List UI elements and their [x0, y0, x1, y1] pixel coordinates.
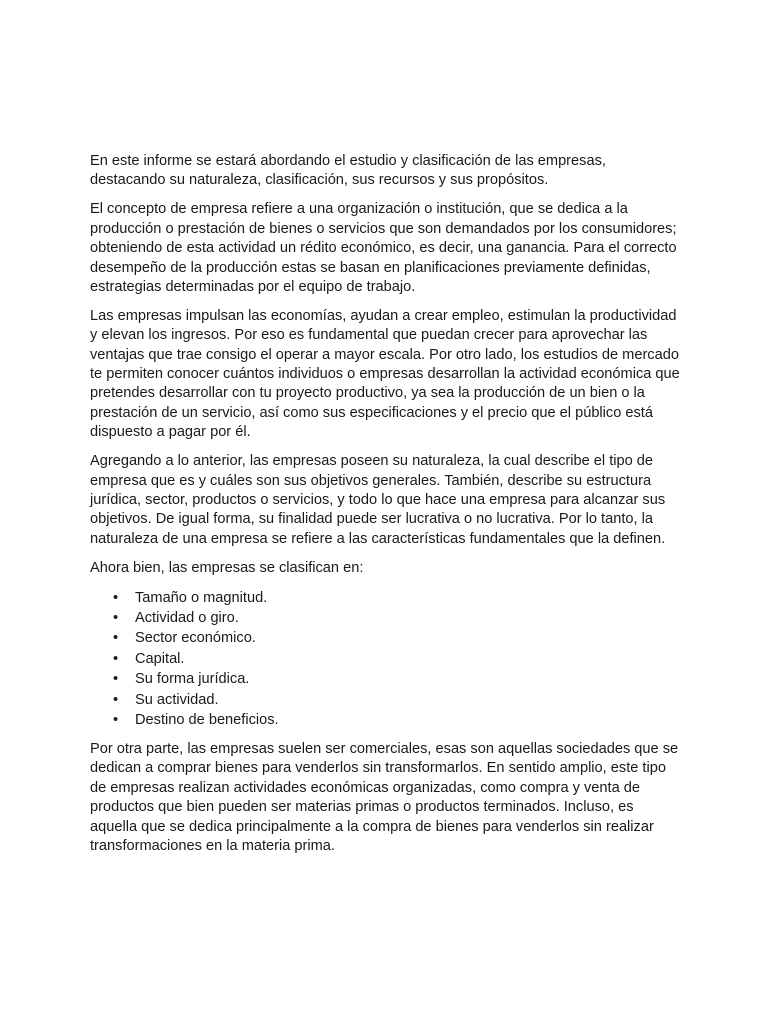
list-item-text: Sector económico.: [135, 630, 256, 647]
classification-list: [90, 588, 680, 731]
bullet-icon: •: [113, 671, 119, 688]
list-item: [90, 690, 680, 710]
paragraph-naturaleza: Agregando a lo anterior, las empresas poseen su naturaleza, la cual describe el tipo de empresa que es y cuáles son sus objetivos generales. También, describe su estructura jurídica, sector, productos o servicios, y todo lo que hace una empresa para alcanzar sus objetivos. De igual forma, su finalidad puede ser lucrativa o no lucrativa. Por lo tanto, la naturaleza de una empresa se refiere a las características fundamentales que la definen.: [90, 453, 666, 547]
bullet-icon: •: [113, 650, 119, 667]
paragraph-impulso: Las empresas impulsan las economías, ayudan a crear empleo, estimulan la productividad y elevan los ingresos. Por eso es fundamental que puedan crecer para aprovechar las ventajas que trae consigo el operar a mayor escala. Por otro lado, los estudios de mercado te permiten conocer cuántos individuos o empresas desarrollan la actividad económica que pretendes desarrollar con tu proyecto productivo, ya sea la producción de un bien o la prestación de un servicio, así como sus especificaciones y el precio que el público está dispuesto a pagar por él.: [90, 307, 680, 441]
paragraph-intro: En este informe se estará abordando el estudio y clasificación de las empresas, destacando su naturaleza, clasificación, sus recursos y sus propósitos.: [90, 153, 606, 189]
list-item-text: Tamaño o magnitud.: [135, 589, 268, 606]
list-item-text: Actividad o giro.: [135, 610, 239, 627]
bullet-icon: •: [113, 691, 119, 708]
paragraph-clasificacion-intro: Ahora bien, las empresas se clasifican en:: [90, 559, 364, 576]
list-item: [90, 649, 680, 669]
list-item-text: Su forma jurídica.: [135, 671, 250, 688]
paragraph-comerciales: Por otra parte, las empresas suelen ser comerciales, esas son aquellas sociedades que se dedican a comprar bienes para venderlos sin transformarlos. En sentido amplio, este tipo de empresas realizan actividades económicas organizadas, como compra y venta de productos que bien pueden ser materias primas o productos terminados. Incluso, es aquella que se dedica principalmente a la compra de bienes para venderlos sin realizar transformaciones en la materia prima.: [90, 740, 679, 854]
bullet-icon: •: [113, 610, 119, 627]
bullet-icon: •: [113, 589, 119, 606]
list-item-text: Su actividad.: [135, 691, 219, 708]
list-item: [90, 669, 680, 689]
bullet-icon: •: [113, 712, 119, 729]
paragraph-concepto: El concepto de empresa refiere a una organización o institución, que se dedica a la producción o prestación de bienes o servicios que son demandados por los consumidores; obteniendo de esta actividad un rédito económico, es decir, una ganancia. Para el correcto desempeño de la producción estas se basan en planificaciones previamente definidas, estrategias determinadas por el equipo de trabajo.: [90, 201, 677, 295]
list-item-text: Destino de beneficios.: [135, 712, 279, 729]
list-item: [90, 628, 680, 648]
document-page: [90, 152, 680, 866]
list-item: [90, 588, 680, 608]
list-item: [90, 608, 680, 628]
list-item-text: Capital.: [135, 650, 185, 667]
list-item: [90, 710, 680, 730]
bullet-icon: •: [113, 630, 119, 647]
